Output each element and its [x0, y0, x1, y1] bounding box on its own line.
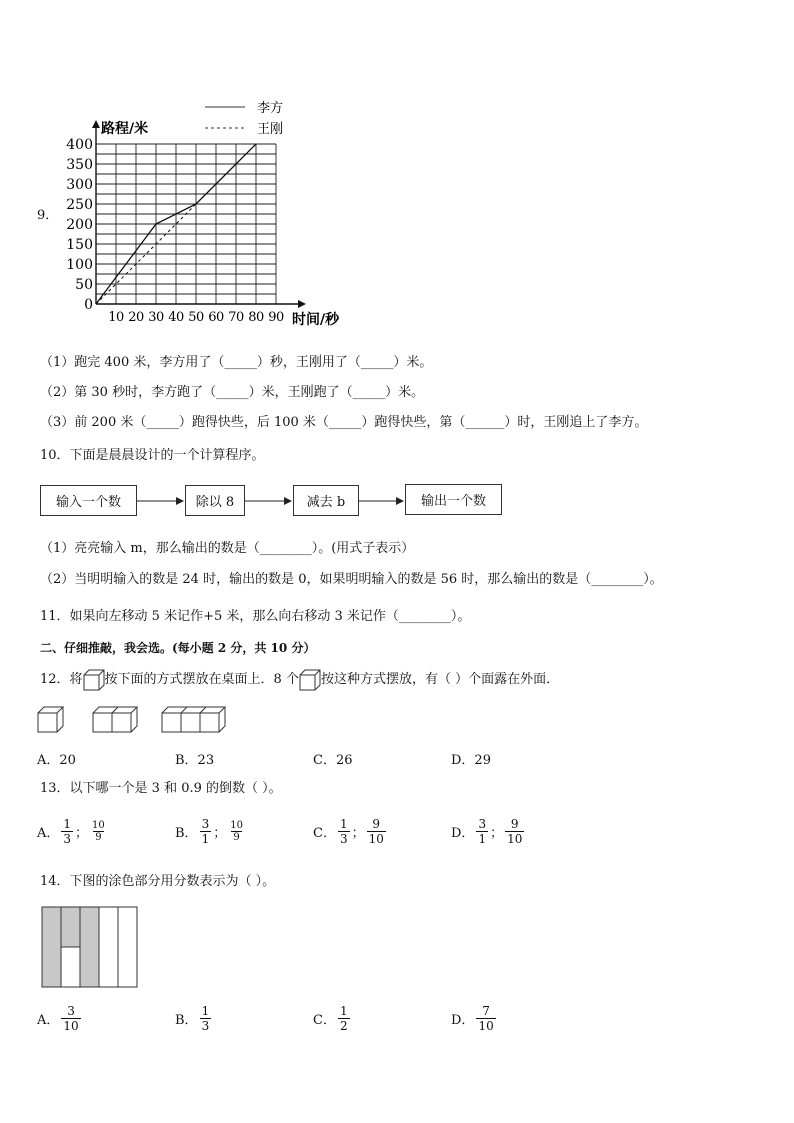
fraction-denominator: 9: [233, 832, 240, 843]
separator: ；: [490, 826, 504, 841]
section-2-title: 二、仔细推敲，我会选。(每小题 2 分，共 10 分）: [40, 641, 316, 655]
fraction-numerator: 10: [230, 820, 243, 831]
fraction-numerator: 3: [478, 817, 487, 831]
x-tick-label: 80: [248, 310, 264, 325]
q13-option-b[interactable]: [175, 817, 247, 846]
y-tick-label: 300: [66, 177, 93, 193]
fraction-numerator: 1: [339, 817, 348, 831]
fraction-denominator: 10: [478, 1019, 494, 1033]
option-letter: D．: [451, 826, 475, 841]
option-letter: A．: [37, 1013, 60, 1028]
y-tick-label: 0: [84, 297, 93, 313]
fraction-denominator: 3: [201, 1019, 210, 1033]
y-tick-label: 150: [66, 237, 93, 253]
fraction-denominator: 9: [95, 832, 102, 843]
flow-box-subtract: 减去 b: [293, 485, 359, 516]
q12-option-c[interactable]: C．26: [313, 753, 353, 768]
question-9-sub3: （3）前 200 米（_____）跑得快些，后 100 米（_____）跑得快些，第（______）时，王刚追上了李方。: [40, 415, 648, 430]
y-tick-label: 50: [75, 277, 93, 293]
y-tick-label: 350: [66, 157, 93, 173]
question-12-part2: 按下面的方式摆放在桌面上．8 个: [104, 672, 299, 687]
fraction-numerator: 3: [201, 817, 210, 831]
fraction-denominator: 1: [478, 832, 487, 846]
shaded-strip: [42, 907, 61, 987]
x-tick-label: 40: [168, 310, 184, 325]
fraction-numerator: 3: [67, 1004, 75, 1018]
x-tick-label: 30: [148, 310, 164, 325]
fraction-denominator: 10: [63, 1019, 79, 1033]
one-cube-figure: [38, 707, 63, 732]
question-12: [40, 669, 559, 691]
cube-icon: [83, 669, 105, 691]
question-12-part3: 按这种方式摆放，有（ ）个面露在外面．: [320, 672, 560, 687]
option-letter: B．: [175, 1013, 198, 1028]
separator: ；: [213, 826, 227, 841]
x-tick-label: 20: [128, 310, 144, 325]
fraction-numerator: 10: [92, 820, 105, 831]
shaded-strip: [80, 907, 99, 987]
cube-arrangement-figure: [36, 705, 226, 735]
y-tick-label: 400: [66, 137, 93, 153]
q12-option-a[interactable]: A．20: [37, 753, 76, 768]
three-cube-figure: [162, 707, 225, 732]
chart-legend: [205, 100, 283, 137]
x-tick-label: 60: [208, 310, 224, 325]
question-10-sub1: （1）亮亮输入 m，那么输出的数是（________）。(用式子表示）: [40, 541, 415, 556]
shaded-half-strip: [61, 907, 80, 947]
fraction-numerator: 9: [510, 817, 519, 831]
question-10-sub2: （2）当明明输入的数是 24 时，输出的数是 0，如果明明输入的数是 56 时，那么输出的数是（________）。: [40, 572, 663, 587]
question-10-title: 10．下面是晨晨设计的一个计算程序。: [40, 448, 265, 463]
fraction-numerator: 7: [482, 1004, 490, 1018]
separator: ；: [351, 826, 365, 841]
question-12-part1: 12．将: [40, 672, 83, 687]
option-letter: A．: [37, 826, 60, 841]
x-axis-label: 时间/秒: [292, 312, 340, 328]
question-9-number: 9．: [37, 208, 59, 223]
fraction-numerator: 9: [372, 817, 381, 831]
cube-icon: [299, 669, 321, 691]
x-axis-arrow: [298, 300, 306, 308]
q12-option-d[interactable]: D．29: [451, 753, 491, 768]
y-axis-label: 路程/米: [101, 121, 149, 137]
q14-option-c[interactable]: [313, 1004, 352, 1033]
option-letter: D．: [451, 1013, 475, 1028]
chart-ticks: [66, 137, 284, 325]
q14-option-d[interactable]: [451, 1004, 498, 1033]
fraction-numerator: 1: [201, 1004, 210, 1018]
y-axis-arrow: [92, 120, 100, 128]
x-tick-label: 50: [188, 310, 204, 325]
fraction-denominator: 3: [63, 832, 72, 846]
two-cube-figure: [93, 707, 137, 732]
legend-label: 李方: [257, 101, 284, 116]
fraction-numerator: 1: [63, 817, 72, 831]
fraction-denominator: 2: [339, 1019, 348, 1033]
y-tick-label: 250: [66, 197, 93, 213]
question-13: 13．以下哪一个是 3 和 0.9 的倒数（ ）。: [40, 781, 282, 796]
option-letter: C．: [313, 826, 336, 841]
question-9-sub1: （1）跑完 400 米，李方用了（_____）秒，王刚用了（_____）米。: [40, 355, 433, 370]
fraction-denominator: 10: [368, 832, 384, 846]
y-tick-label: 100: [66, 257, 93, 273]
fraction-denominator: 1: [201, 832, 210, 846]
flow-box-divide: 除以 8: [185, 485, 245, 516]
fraction-numerator: 1: [339, 1004, 348, 1018]
x-tick-label: 70: [228, 310, 244, 325]
shaded-rectangle-figure: [41, 906, 139, 988]
q14-option-a[interactable]: [37, 1004, 83, 1033]
chart-grid: [96, 144, 276, 304]
question-9-sub2: （2）第 30 秒时，李方跑了（_____）米，王刚跑了（_____）米。: [40, 385, 425, 400]
q12-option-b[interactable]: B．23: [175, 753, 215, 768]
flow-arrows: [0, 490, 420, 512]
option-letter: B．: [175, 826, 198, 841]
question-14: 14．下图的涂色部分用分数表示为（ ）。: [40, 874, 276, 889]
q13-option-d[interactable]: [451, 817, 526, 846]
x-tick-label: 90: [268, 310, 284, 325]
question-11: 11．如果向左移动 5 米记作+5 米，那么向右移动 3 米记作（________）。: [40, 609, 471, 624]
q13-option-c[interactable]: [313, 817, 388, 846]
flow-box-output: 输出一个数: [405, 484, 502, 515]
fraction-denominator: 3: [339, 832, 348, 846]
distance-time-chart: [66, 95, 380, 335]
flow-box-input: 输入一个数: [40, 485, 137, 516]
q14-option-b[interactable]: [175, 1004, 213, 1033]
option-letter: C．: [313, 1013, 336, 1028]
q13-option-a[interactable]: [37, 817, 109, 846]
x-tick-label: 10: [108, 310, 124, 325]
fraction-denominator: 10: [507, 832, 523, 846]
legend-label: 王刚: [257, 122, 284, 137]
y-tick-label: 200: [66, 217, 93, 233]
separator: ；: [75, 826, 89, 841]
